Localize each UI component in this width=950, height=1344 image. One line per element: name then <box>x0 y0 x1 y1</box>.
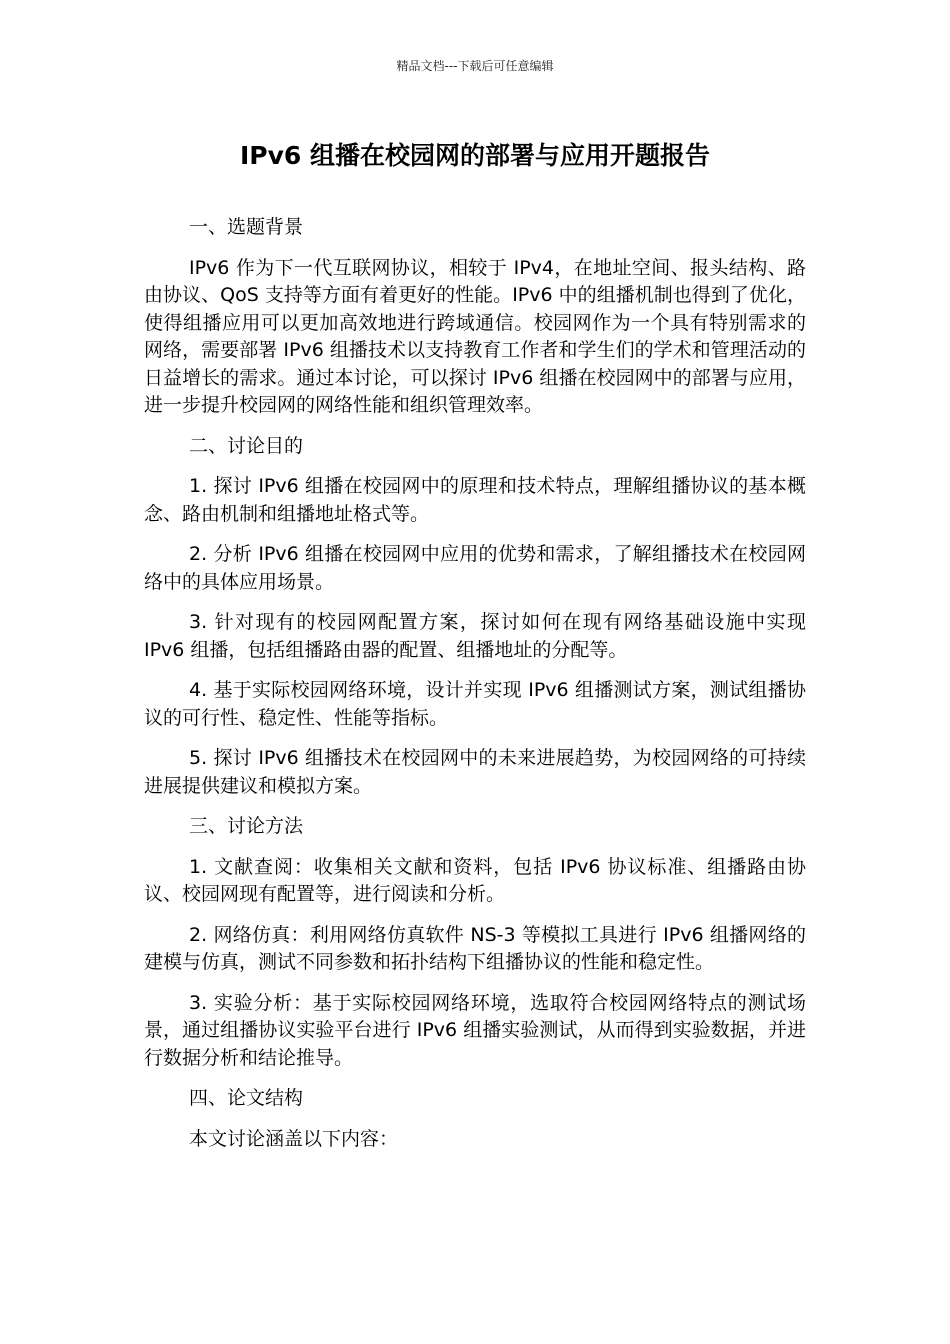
document-body <box>144 214 806 1153</box>
document-title: IPv6 组播在校园网的部署与应用开题报告 <box>239 141 711 170</box>
structure-intro: 本文讨论涵盖以下内容： <box>189 1127 399 1150</box>
objective-item-4: 4. 基于实际校园网络环境，设计并实现 IPv6 组播测试方案，测试组播协议的可行性、稳定性、性能等指标。 <box>144 679 806 729</box>
section-heading-objectives: 二、讨论目的 <box>189 434 304 457</box>
method-item-2: 2. 网络仿真：利用网络仿真软件 NS-3 等模拟工具进行 IPv6 组播网络的建模与仿真，测试不同参数和拓扑结构下组播协议的性能和稳定性。 <box>144 923 806 973</box>
section-heading-background: 一、选题背景 <box>189 216 304 238</box>
section-heading-methods: 三、讨论方法 <box>189 815 304 837</box>
method-item-3: 3. 实验分析：基于实际校园网络环境，选取符合校园网络特点的测试场景，通过组播协议实验平台进行 IPv6 组播实验测试，从而得到实验数据，并进行数据分析和结论推导。 <box>144 991 806 1069</box>
page-header: 精品文档---下载后可任意编辑 <box>396 59 554 73</box>
background-paragraph: IPv6 作为下一代互联网协议，相较于 IPv4，在地址空间、报头结构、路由协议、QoS 支持等方面有着更好的性能。IPv6 中的组播机制也得到了优化，使得组播应用可以更加高效地进行跨域通信。校园网作为一个具有特别需求的网络，需要部署 IPv6 组播技术以支持教育工作者和学生们的学术和管理活动的日益增长的需求。通过本讨论，可以探讨 IPv6 组播在校园网中的部署与应用，进一步提升校园网的网络性能和组织管理效率。 <box>144 256 806 416</box>
method-item-1: 1. 文献查阅：收集相关文献和资料，包括 IPv6 协议标准、组播路由协议、校园网现有配置等，进行阅读和分析。 <box>144 855 806 905</box>
objective-item-5: 5. 探讨 IPv6 组播技术在校园网中的未来进展趋势，为校园网络的可持续进展提供建议和模拟方案。 <box>144 747 806 797</box>
objective-item-1: 1. 探讨 IPv6 组播在校园网中的原理和技术特点，理解组播协议的基本概念、路由机制和组播地址格式等。 <box>144 475 806 525</box>
objective-item-3: 3. 针对现有的校园网配置方案，探讨如何在现有网络基础设施中实现 IPv6 组播，包括组播路由器的配置、组播地址的分配等。 <box>144 611 806 661</box>
objective-item-2: 2. 分析 IPv6 组播在校园网中应用的优势和需求，了解组播技术在校园网络中的具体应用场景。 <box>144 543 806 593</box>
section-heading-structure: 四、论文结构 <box>189 1087 304 1109</box>
